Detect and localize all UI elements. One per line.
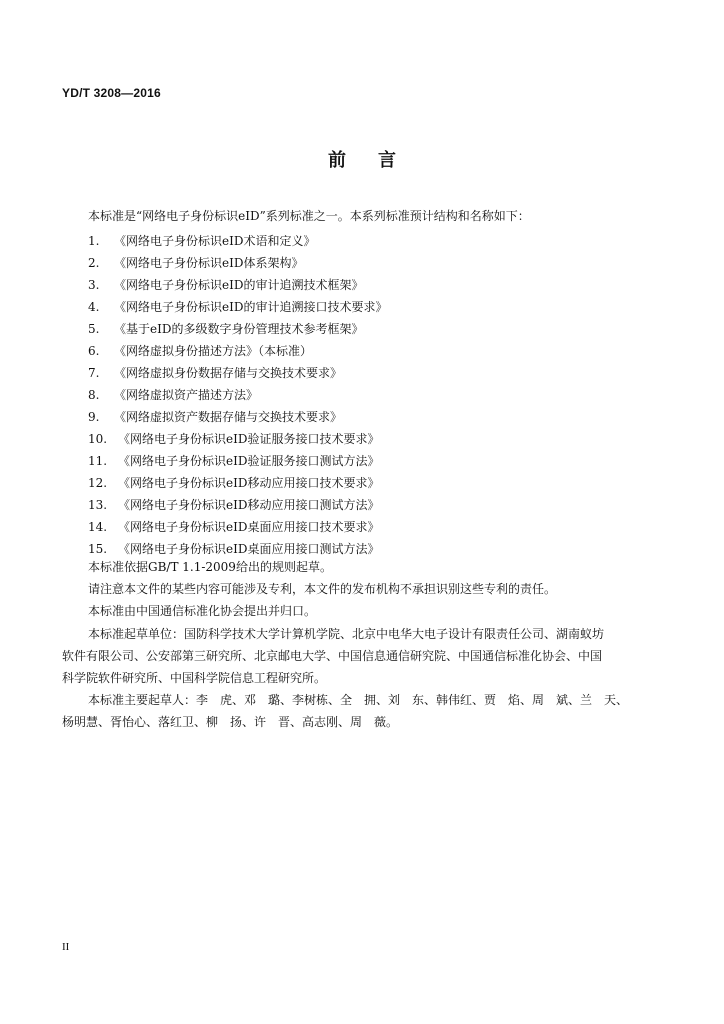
paragraph-text: 请注意本文件的某些内容可能涉及专利，本文件的发布机构不承担识别这些专利的责任。 [88, 582, 557, 596]
paragraph-line: 本标准起草单位：国防科学技术大学计算机学院、北京中电华大电子设计有限责任公司、湖南蚁坊 [88, 627, 605, 641]
list-item [88, 296, 387, 318]
list-item [88, 340, 387, 362]
list-item [88, 494, 387, 516]
item-title: 《网络电子身份标识eID体系架构》 [114, 256, 304, 270]
item-number: 12. [88, 476, 108, 490]
item-number: 3. [88, 278, 100, 292]
patent-notice-paragraph [62, 578, 662, 600]
list-item [88, 384, 387, 406]
item-title: 《网络虚拟资产数据存储与交换技术要求》 [114, 410, 343, 424]
item-title: 《基于eID的多级数字身份管理技术参考框架》 [114, 322, 364, 336]
intro-paragraph: 本标准是“网络电子身份标识eID”系列标准之一。本系列标准预计结构和名称如下： [88, 209, 530, 223]
item-title: 《网络电子身份标识eID的审计追溯技术框架》 [114, 278, 364, 292]
item-number: 9. [88, 410, 100, 424]
item-number: 15. [88, 542, 108, 556]
item-title: 《网络电子身份标识eID验证服务接口测试方法》 [118, 454, 380, 468]
drafters-paragraph [62, 689, 662, 733]
document-code: YD/T 3208—2016 [62, 86, 161, 100]
series-list [88, 230, 387, 560]
item-number: 4. [88, 300, 100, 314]
list-item [88, 230, 387, 252]
item-title: 《网络电子身份标识eID桌面应用接口测试方法》 [118, 542, 380, 556]
item-number: 7. [88, 366, 100, 380]
item-title: 《网络电子身份标识eID的审计追溯接口技术要求》 [114, 300, 388, 314]
list-item [88, 450, 387, 472]
list-item [88, 318, 387, 340]
list-item [88, 472, 387, 494]
item-number: 8. [88, 388, 100, 402]
page-title: 前言 [328, 150, 428, 171]
item-number: 2. [88, 256, 100, 270]
list-item [88, 252, 387, 274]
drafting-units-paragraph [62, 623, 662, 689]
item-title: 《网络虚拟身份数据存储与交换技术要求》 [114, 366, 343, 380]
item-title: 《网络虚拟身份描述方法》（本标准） [114, 344, 313, 358]
item-number: 10. [88, 432, 108, 446]
item-number: 5. [88, 322, 100, 336]
list-item [88, 516, 387, 538]
proposer-paragraph [62, 600, 662, 622]
item-number: 1. [88, 234, 100, 248]
paragraph-text: 本标准依据GB/T 1.1-2009给出的规则起草。 [88, 560, 332, 574]
item-title: 《网络电子身份标识eID验证服务接口技术要求》 [118, 432, 380, 446]
item-number: 6. [88, 344, 100, 358]
item-title: 《网络电子身份标识eID移动应用接口技术要求》 [118, 476, 380, 490]
item-number: 11. [88, 454, 108, 468]
drafting-rule-paragraph [62, 556, 662, 578]
item-number: 14. [88, 520, 108, 534]
paragraph-line: 本标准主要起草人：李 虎、邓 璐、李树栋、全 拥、刘 东、韩伟红、贾 焰、周 斌、兰 天、 [88, 693, 629, 707]
item-title: 《网络电子身份标识eID桌面应用接口技术要求》 [118, 520, 380, 534]
page-number: II [62, 941, 70, 953]
item-title: 《网络电子身份标识eID术语和定义》 [114, 234, 316, 248]
paragraph-line: 杨明慧、胥怡心、落红卫、柳 扬、许 晋、高志刚、周 薇。 [62, 715, 399, 729]
paragraph-line: 软件有限公司、公安部第三研究所、北京邮电大学、中国信息通信研究院、中国通信标准化协会、中国 [62, 649, 603, 663]
list-item [88, 406, 387, 428]
item-title: 《网络电子身份标识eID移动应用接口测试方法》 [118, 498, 380, 512]
list-item [88, 274, 387, 296]
item-number: 13. [88, 498, 108, 512]
list-item [88, 428, 387, 450]
paragraph-text: 本标准由中国通信标准化协会提出并归口。 [88, 604, 317, 618]
paragraph-line: 科学院软件研究所、中国科学院信息工程研究所。 [62, 671, 327, 685]
item-title: 《网络虚拟资产描述方法》 [114, 388, 259, 402]
list-item [88, 362, 387, 384]
